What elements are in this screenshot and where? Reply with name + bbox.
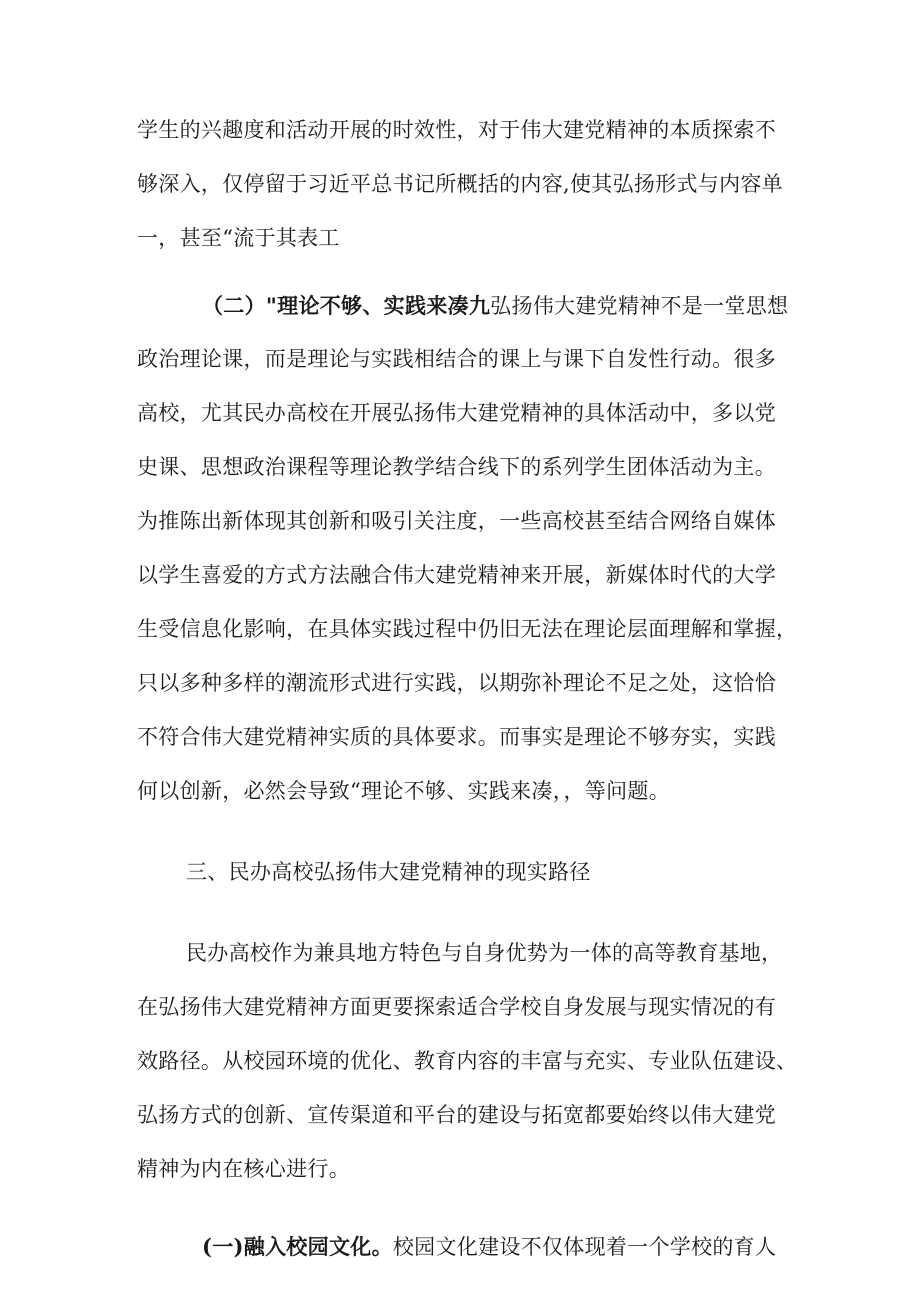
paragraph-2-line-5: 为推陈出新体现其创新和吸引关注度，一些高校甚至结合网络自媒体 [137,509,776,533]
section-heading: 三、民办高校弘扬伟大建党精神的现实路径 [186,860,591,884]
paragraph-3-line-4: 弘扬方式的创新、宣传渠道和平台的建设与拓宽都要始终以伟大建党 [137,1103,776,1127]
paragraph-2-line-8: 只以多种多样的潮流形式进行实践，以期弥补理论不足之处，这恰恰 [137,671,776,695]
paragraph-2-line-2: 政治理论课，而是理论与实践相结合的课上与课下自发性行动。很多 [137,347,776,371]
paragraph-4-heading: (一)融入校园文化。 [202,1234,393,1259]
paragraph-2-line-7: 生受信息化影响，在具体实践过程中仍旧无法在理论层面理解和掌握， [137,617,798,641]
paragraph-2-line-4: 史课、思想政治课程等理论教学结合线下的系列学生团体活动为主。 [137,455,776,479]
paragraph-3-line-3: 效路径。从校园环境的优化、教育内容的丰富与充实、专业队伍建设、 [137,1049,798,1073]
paragraph-3-line-1: 民办高校作为兼具地方特色与自身优势为一体的高等教育基地， [186,941,783,965]
paragraph-2-first-line-text: 弘扬伟大建党精神不是一堂思想 [490,294,789,318]
paragraph-3-line-2: 在弘扬伟大建党精神方面更要探索适合学校自身发展与现实情况的有 [137,995,776,1019]
paragraph-2-line-3: 高校，尤其民办高校在开展弘扬伟大建党精神的具体活动中，多以党 [137,401,776,425]
paragraph-4-first-line [202,1233,776,1261]
paragraph-2-first-line [202,292,788,320]
paragraph-1-line-3: 一，甚至“流于其表工 [137,226,340,250]
paragraph-1-line-2: 够深入，仅停留于习近平总书记所概括的内容,使其弘扬形式与内容单 [137,172,783,196]
paragraph-2-line-6: 以学生喜爱的方式方法融合伟大建党精神来开展，新媒体时代的大学 [137,563,776,587]
paragraph-2-heading: （二）"理论不够、实践来凑九 [202,293,491,318]
paragraph-2-line-9: 不符合伟大建党精神实质的具体要求。而事实是理论不够夯实，实践 [137,725,776,749]
paragraph-1-line-1: 学生的兴趣度和活动开展的时效性，对于伟大建党精神的本质探索不 [137,118,776,142]
paragraph-2-line-10: 何以创新，必然会导致“理论不够、实践来凑，，等问题。 [137,779,671,803]
paragraph-4-first-line-text: 校园文化建设不仅体现着一个学校的育人 [392,1235,777,1259]
paragraph-3-line-5: 精神为内在核心进行。 [137,1157,350,1181]
